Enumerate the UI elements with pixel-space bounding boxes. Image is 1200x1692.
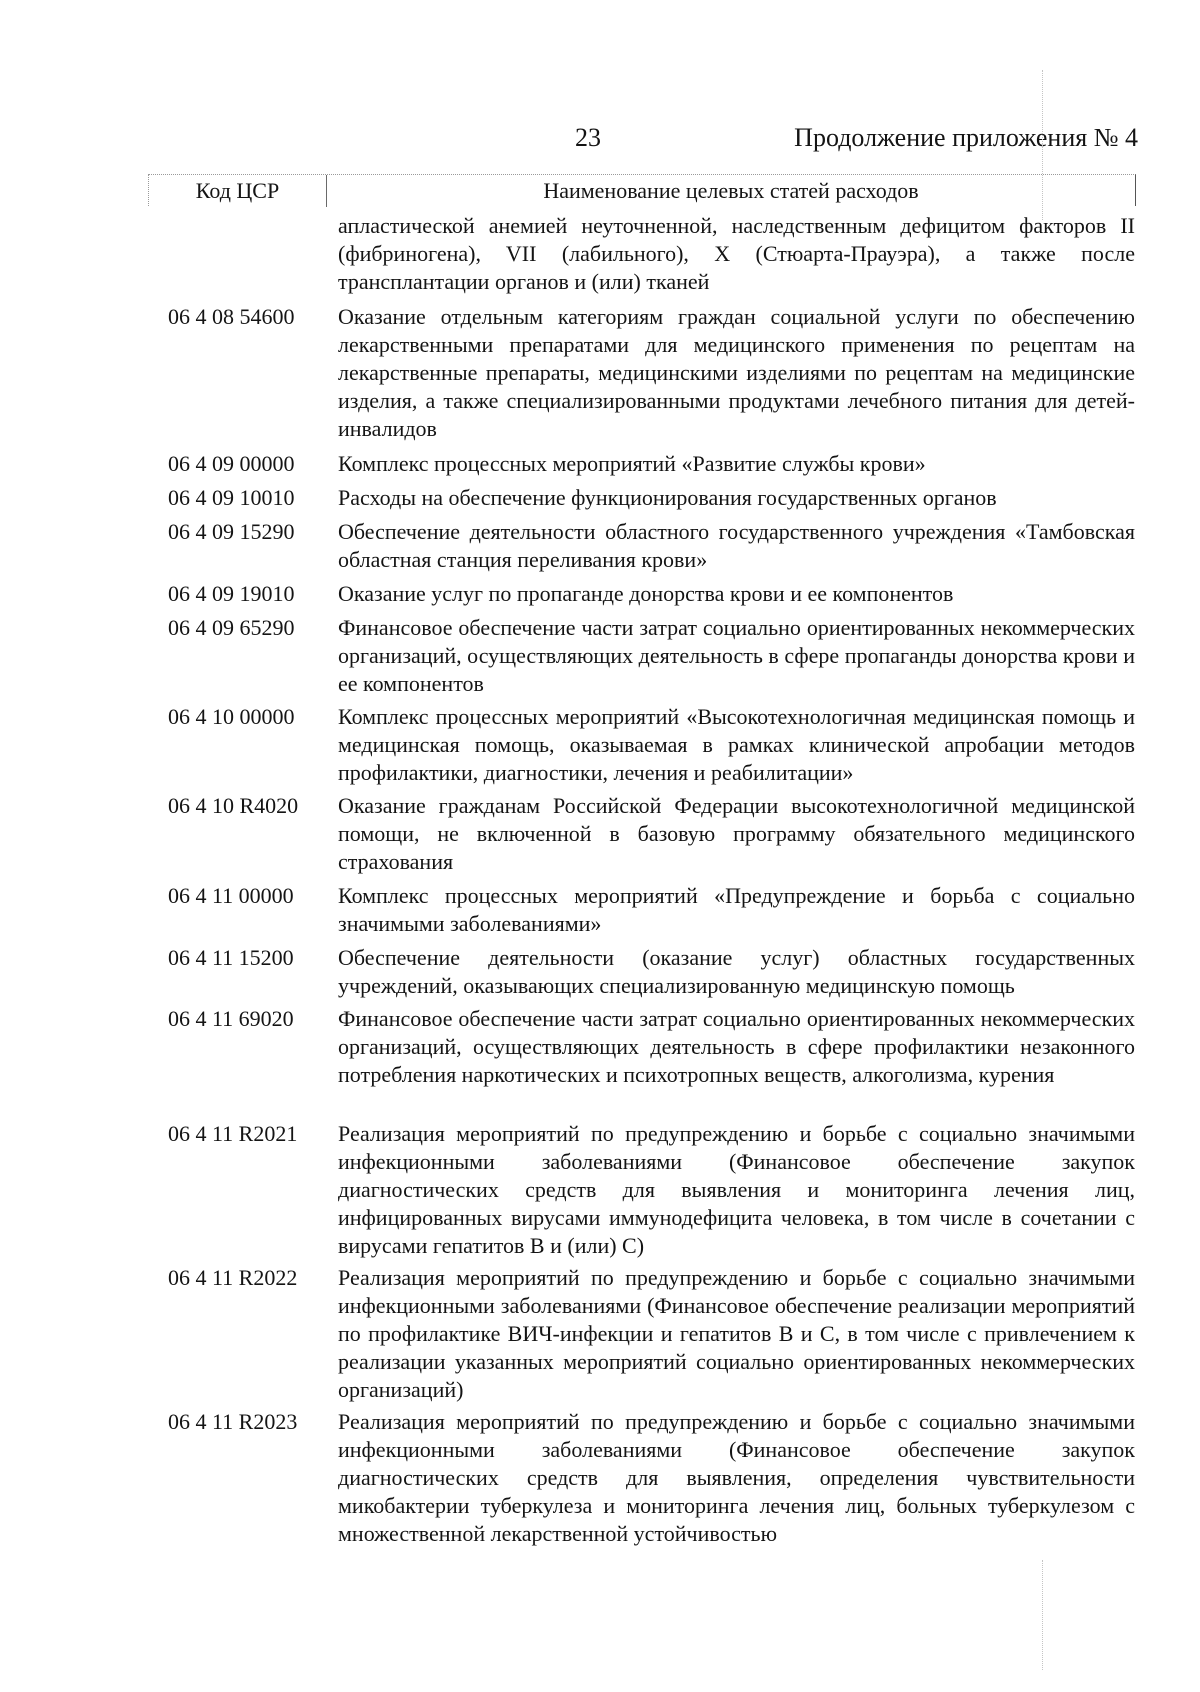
row-name: Комплекс процессных мероприятий «Предупреждение и борьба с социально значимыми заболеваниями» xyxy=(338,883,1135,936)
row-code: 06 4 09 15290 xyxy=(168,519,295,544)
row-name: Реализация мероприятий по предупреждению и борьбе с социально значимыми инфекционными заболеваниями (Финансовое обеспечение закупок диагностических средств для выявления, определения чувствительности микобактерии туберкулеза и мониторинга лечения лиц, больных туберкулезом с множественной лекарственной устойчивостью xyxy=(338,1409,1135,1546)
row-name: Оказание гражданам Российской Федерации высокотехнологичной медицинской помощи, не включенной в базовую программу обязательного медицинского страхования xyxy=(338,793,1135,874)
row-name: Комплекс процессных мероприятий «Высокотехнологичная медицинская помощь и медицинская помощь, оказываемая в рамках клинической апробации методов профилактики, диагностики, лечения и реабилитации» xyxy=(338,704,1135,785)
row-name: Оказание отдельным категориям граждан социальной услуги по обеспечению лекарственными препаратами для медицинского применения по рецептам на лекарственные препараты, медицинскими изделиями по рецептам на медицинские изделия, а также специализированными продуктами лечебного питания для детей-инвалидов xyxy=(338,304,1135,441)
row-name: Комплекс процессных мероприятий «Развитие службы крови» xyxy=(338,451,926,476)
row-name: Реализация мероприятий по предупреждению и борьбе с социально значимыми инфекционными заболеваниями (Финансовое обеспечение закупок диагностических средств для выявления и мониторинга лечения лиц, инфицированных вирусами иммунодефицита человека, в том числе в сочетании с вирусами гепатитов B и (или) C) xyxy=(338,1121,1135,1258)
scan-artifact-line xyxy=(1042,70,1043,220)
row-code: 06 4 11 R2022 xyxy=(168,1265,298,1290)
row-code: 06 4 11 R2021 xyxy=(168,1121,298,1146)
row-code: 06 4 09 10010 xyxy=(168,485,295,510)
scan-artifact-line xyxy=(1042,1560,1043,1670)
row-code: 06 4 10 R4020 xyxy=(168,793,299,818)
row-name: Расходы на обеспечение функционирования государственных органов xyxy=(338,485,997,510)
row-name: Обеспечение деятельности (оказание услуг) областных государственных учреждений, оказывающих специализированную медицинскую помощь xyxy=(338,945,1135,998)
row-code: 06 4 10 00000 xyxy=(168,704,295,729)
row-code: 06 4 08 54600 xyxy=(168,304,295,329)
row-name: Оказание услуг по пропаганде донорства крови и ее компонентов xyxy=(338,581,954,606)
row-code: 06 4 09 19010 xyxy=(168,581,295,606)
row-code: 06 4 11 69020 xyxy=(168,1006,294,1031)
row-name: Реализация мероприятий по предупреждению и борьбе с социально значимыми инфекционными заболеваниями (Финансовое обеспечение реализации мероприятий по профилактике ВИЧ-инфекции и гепатитов B и C, в том числе с привлечением к реализации указанных мероприятий социально ориентированных некоммерческих организаций) xyxy=(338,1265,1135,1402)
table-header xyxy=(148,174,1136,206)
page-number: 23 xyxy=(575,123,601,152)
row-name: апластической анемией неуточненной, наследственным дефицитом факторов II (фибриногена), VII (лабильного), X (Стюарта-Прауэра), а также после трансплантации органов и (или) тканей xyxy=(338,213,1135,294)
appendix-caption: Продолжение приложения № 4 xyxy=(794,123,1138,152)
column-header-name: Наименование целевых статей расходов xyxy=(543,178,919,203)
row-name: Финансовое обеспечение части затрат социально ориентированных некоммерческих организаций, осуществляющих деятельность в сфере пропаганды донорства крови и ее компонентов xyxy=(338,615,1135,696)
row-name: Обеспечение деятельности областного государственного учреждения «Тамбовская областная станция переливания крови» xyxy=(338,519,1135,572)
row-code: 06 4 09 00000 xyxy=(168,451,295,476)
row-name: Финансовое обеспечение части затрат социально ориентированных некоммерческих организаций, осуществляющих деятельность в сфере профилактики незаконного потребления наркотических и психотропных веществ, алкоголизма, курения xyxy=(338,1006,1135,1087)
row-code: 06 4 11 R2023 xyxy=(168,1409,298,1434)
row-code: 06 4 11 00000 xyxy=(168,883,294,908)
column-header-code: Код ЦСР xyxy=(149,175,327,207)
row-code: 06 4 09 65290 xyxy=(168,615,295,640)
row-code: 06 4 11 15200 xyxy=(168,945,294,970)
